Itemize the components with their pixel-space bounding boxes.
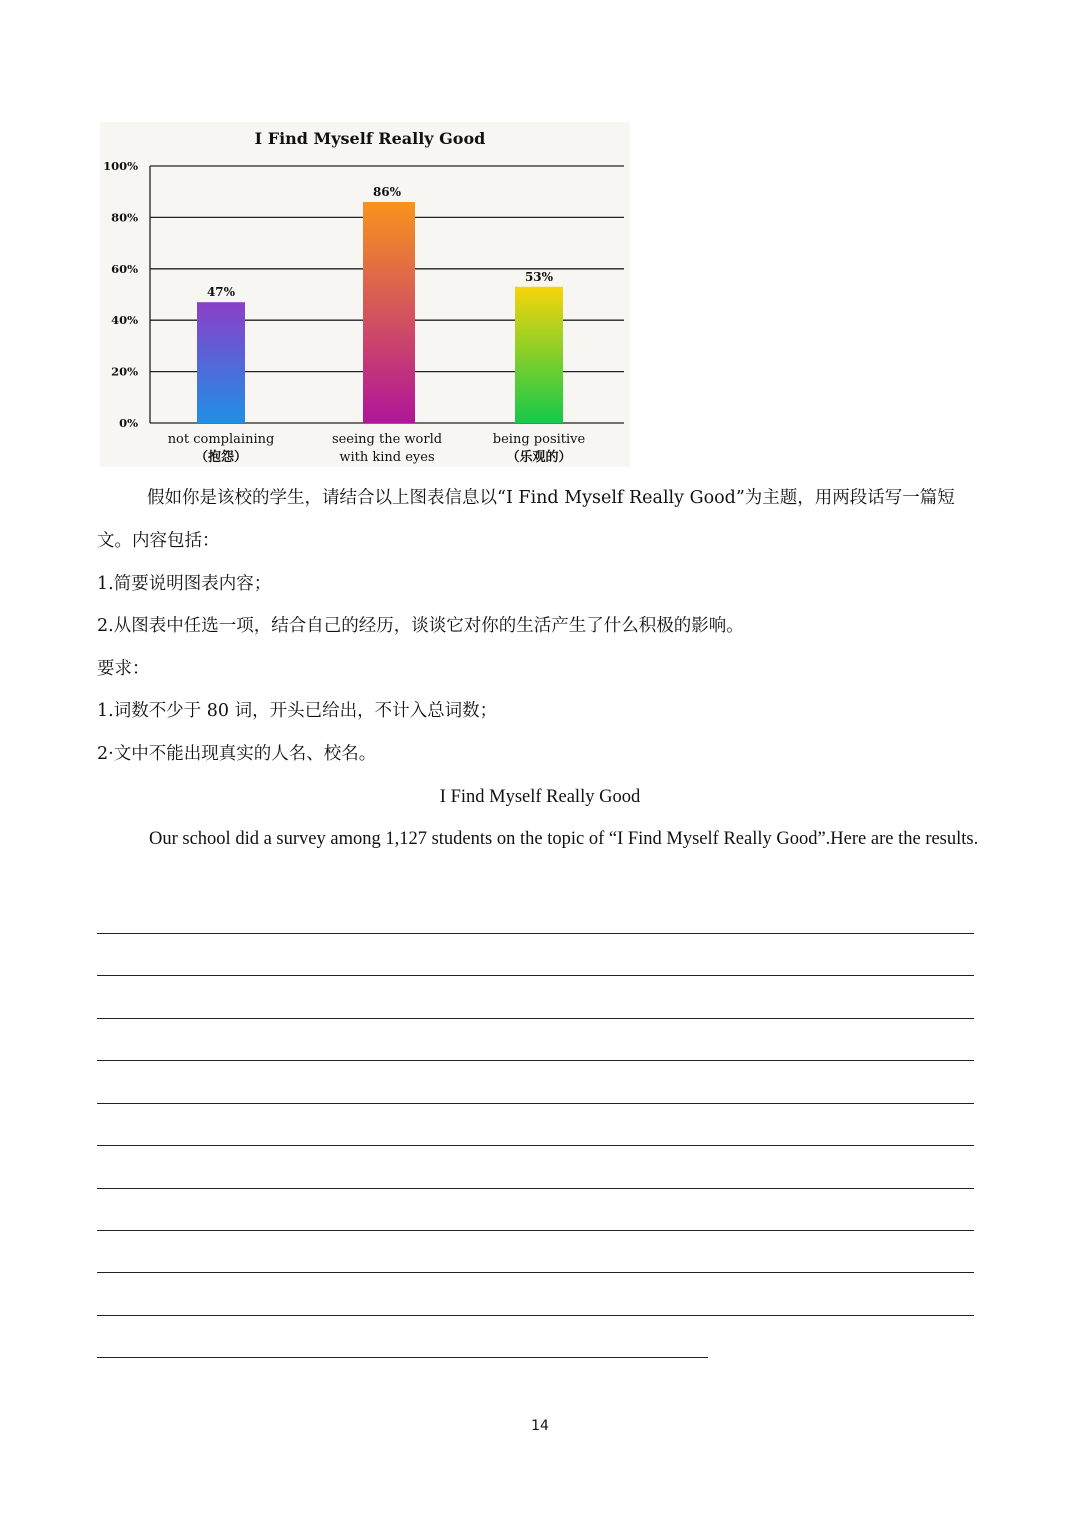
writing-line[interactable] xyxy=(97,1272,974,1273)
x-category-label: being positive xyxy=(492,432,586,447)
y-tick-label: 80% xyxy=(111,210,138,225)
bar-value-label: 47% xyxy=(206,285,236,300)
writing-line[interactable] xyxy=(97,1060,974,1061)
chart-canvas xyxy=(100,122,630,467)
writing-line[interactable] xyxy=(97,1357,708,1358)
requirements-heading: 要求： xyxy=(97,659,150,679)
y-tick-label: 0% xyxy=(119,416,138,430)
requirement-item-1: 1.词数不少于 80 词，开头已给出，不计入总词数； xyxy=(97,701,498,721)
x-category-label: （抱怨） xyxy=(194,450,248,465)
writing-line[interactable] xyxy=(97,933,974,934)
y-tick-label: 60% xyxy=(111,261,138,276)
writing-line[interactable] xyxy=(97,1145,974,1146)
writing-line[interactable] xyxy=(97,1230,974,1231)
bar-value-label: 86% xyxy=(372,184,402,199)
y-tick-label: 40% xyxy=(111,313,138,328)
x-category-label: with kind eyes xyxy=(339,450,435,465)
writing-line[interactable] xyxy=(97,975,974,976)
bar-value-label: 53% xyxy=(524,269,554,284)
writing-line[interactable] xyxy=(97,1315,974,1316)
essay-title: I Find Myself Really Good xyxy=(439,787,641,807)
y-tick-label: 100% xyxy=(103,159,138,173)
y-tick-label: 20% xyxy=(111,364,138,379)
bar xyxy=(363,202,415,423)
instruction-item-2: 2.从图表中任选一项，结合自己的经历，谈谈它对你的生活产生了什么积极的影响。 xyxy=(97,616,744,636)
x-category-label: （乐观的） xyxy=(506,450,572,465)
instructions-intro: 假如你是该校的学生，请结合以上图表信息以“I Find Myself Really Good”为主题，用两段话写一篇短文。内容包括： xyxy=(97,488,955,551)
instruction-item-1: 1.简要说明图表内容； xyxy=(97,574,272,594)
requirement-item-2: 2·文中不能出现真实的人名、校名。 xyxy=(97,744,377,764)
bar xyxy=(515,287,563,423)
writing-line[interactable] xyxy=(97,1018,974,1019)
x-category-label: not complaining xyxy=(167,432,275,447)
x-category-label: seeing the world xyxy=(331,432,443,447)
essay-opening: Our school did a survey among 1,127 students on the topic of “I Find Myself Really Good”.Here are the results. xyxy=(149,829,979,849)
bar xyxy=(197,302,245,423)
writing-line[interactable] xyxy=(97,1188,974,1189)
page-number: 14 xyxy=(531,1418,549,1434)
bar-chart xyxy=(100,122,630,467)
chart-title: I Find Myself Really Good xyxy=(254,129,486,148)
writing-line[interactable] xyxy=(97,1103,974,1104)
